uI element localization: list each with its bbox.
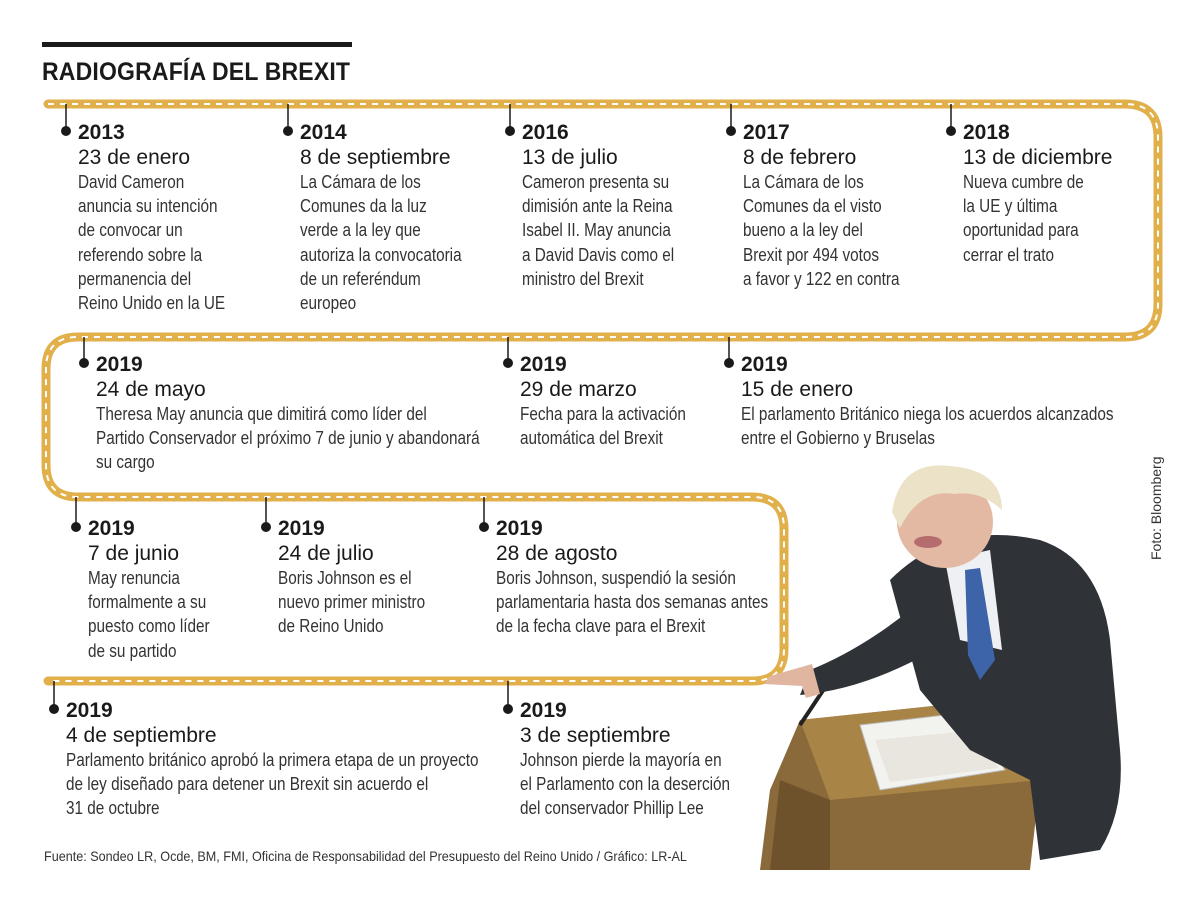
event-description-line: La Cámara de los xyxy=(300,172,421,192)
timeline-event xyxy=(963,120,1153,267)
event-description-line: a favor y 122 en contra xyxy=(743,268,900,289)
event-marker-dot xyxy=(503,704,513,714)
event-marker-dot xyxy=(261,522,271,532)
timeline-event xyxy=(300,120,500,315)
event-description-line: David Cameron xyxy=(78,172,185,192)
timeline-event xyxy=(741,352,1161,450)
speaker-photo xyxy=(740,450,1180,870)
event-description-line: referendo sobre la xyxy=(78,244,203,265)
event-description-line: dimisión ante la Reina xyxy=(522,196,673,217)
event-description-line: Parlamento británico aprobó la primera etapa de un proyecto xyxy=(66,750,479,770)
event-date: 13 de julio xyxy=(522,146,618,169)
event-marker-dot xyxy=(505,126,515,136)
event-description-line: de su partido xyxy=(88,640,177,661)
event-description-line: parlamentaria hasta dos semanas antes xyxy=(496,592,769,613)
event-marker-dot xyxy=(946,126,956,136)
event-date: 8 de septiembre xyxy=(300,146,451,169)
event-marker-dot xyxy=(724,358,734,368)
event-description-line: de la fecha clave para el Brexit xyxy=(496,616,706,637)
event-description-line: de ley diseñado para detener un Brexit sin acuerdo el xyxy=(66,774,429,795)
event-date: 15 de enero xyxy=(741,378,854,401)
event-year: 2019 xyxy=(520,353,567,376)
page-title: RADIOGRAFÍA DEL BREXIT xyxy=(42,58,351,86)
event-marker-dot xyxy=(283,126,293,136)
event-description-line: europeo xyxy=(300,293,357,314)
event-date: 8 de febrero xyxy=(743,146,857,169)
event-description-line: La Cámara de los xyxy=(743,172,864,192)
event-description-line: oportunidad para xyxy=(963,220,1079,241)
event-year: 2019 xyxy=(496,517,543,540)
event-description-line: permanencia del xyxy=(78,268,192,289)
event-date: 23 de enero xyxy=(78,146,191,169)
event-marker-dot xyxy=(726,126,736,136)
event-description-line: Comunes da el visto xyxy=(743,196,882,217)
event-description-line: May renuncia xyxy=(88,568,180,588)
event-description-line: su cargo xyxy=(96,452,155,473)
event-description-line: entre el Gobierno y Bruselas xyxy=(741,428,935,449)
event-description-line: Cameron presenta su xyxy=(522,172,670,192)
event-date: 24 de mayo xyxy=(96,378,206,401)
event-description-line: de Reino Unido xyxy=(278,616,384,637)
event-description-line: ministro del Brexit xyxy=(522,268,644,289)
timeline-event xyxy=(96,352,516,475)
timeline-event xyxy=(88,516,258,663)
event-year: 2019 xyxy=(520,699,567,722)
event-description-line: la UE y última xyxy=(963,196,1058,217)
event-description-line: Comunes da la luz xyxy=(300,196,427,217)
event-description-line: El parlamento Británico niega los acuerdos alcanzados xyxy=(741,404,1114,424)
event-description-line: bueno a la ley del xyxy=(743,220,863,241)
event-description-line: Theresa May anuncia que dimitirá como líder del xyxy=(96,404,427,424)
event-description-line: Boris Johnson, suspendió la sesión xyxy=(496,568,736,588)
timeline-event xyxy=(278,516,468,639)
event-description-line: del conservador Phillip Lee xyxy=(520,798,704,819)
event-year: 2019 xyxy=(741,353,788,376)
event-description-line: Johnson pierde la mayoría en xyxy=(520,750,722,770)
event-description-line: Isabel II. May anuncia xyxy=(522,220,671,241)
event-description-line: Brexit por 494 votos xyxy=(743,244,880,265)
event-marker-dot xyxy=(61,126,71,136)
event-date: 28 de agosto xyxy=(496,542,618,565)
timeline-event xyxy=(78,120,258,315)
event-description-line: anuncia su intención xyxy=(78,196,218,217)
event-description-line: Boris Johnson es el xyxy=(278,568,412,588)
event-description-line: 31 de octubre xyxy=(66,798,160,819)
event-year: 2019 xyxy=(88,517,135,540)
event-description-line: de un referéndum xyxy=(300,268,421,289)
event-date: 4 de septiembre xyxy=(66,724,217,747)
event-date: 24 de julio xyxy=(278,542,374,565)
event-year: 2019 xyxy=(96,353,143,376)
event-description-line: automática del Brexit xyxy=(520,428,663,449)
event-description-line: a David Davis como el xyxy=(522,244,675,265)
source-note: Fuente: Sondeo LR, Ocde, BM, FMI, Oficina de Responsabilidad del Presupuesto del Reino Unido / Gráfico: LR-AL xyxy=(44,848,687,864)
event-description-line: autoriza la convocatoria xyxy=(300,244,462,265)
event-year: 2019 xyxy=(278,517,325,540)
event-description-line: puesto como líder xyxy=(88,616,210,637)
hand xyxy=(764,664,820,698)
event-marker-dot xyxy=(479,522,489,532)
event-description-line: nuevo primer ministro xyxy=(278,592,426,613)
event-marker-dot xyxy=(71,522,81,532)
event-marker-dot xyxy=(79,358,89,368)
event-description-line: Reino Unido en la UE xyxy=(78,293,226,314)
timeline-event xyxy=(520,352,720,450)
event-year: 2014 xyxy=(300,121,347,144)
event-marker-dot xyxy=(49,704,59,714)
event-description-line: el Parlamento con la deserción xyxy=(520,774,731,795)
timeline-event xyxy=(522,120,722,291)
event-year: 2017 xyxy=(743,121,790,144)
event-description-line: de convocar un xyxy=(78,220,183,241)
timeline-event xyxy=(743,120,943,291)
event-year: 2018 xyxy=(963,121,1010,144)
photo-credit: Foto: Bloomberg xyxy=(1148,456,1164,560)
event-description-line: formalmente a su xyxy=(88,592,207,613)
event-description-line: verde a la ley que xyxy=(300,220,421,241)
event-date: 13 de diciembre xyxy=(963,146,1113,169)
event-date: 3 de septiembre xyxy=(520,724,671,747)
event-description-line: Fecha para la activación xyxy=(520,404,686,424)
timeline-event xyxy=(520,698,750,821)
event-description-line: Nueva cumbre de xyxy=(963,172,1084,192)
timeline-event xyxy=(66,698,496,821)
event-year: 2019 xyxy=(66,699,113,722)
event-year: 2013 xyxy=(78,121,125,144)
event-date: 7 de junio xyxy=(88,542,180,565)
event-description-line: Partido Conservador el próximo 7 de junio y abandonará xyxy=(96,428,480,449)
event-year: 2016 xyxy=(522,121,569,144)
event-date: 29 de marzo xyxy=(520,378,637,401)
event-description-line: cerrar el trato xyxy=(963,244,1054,265)
